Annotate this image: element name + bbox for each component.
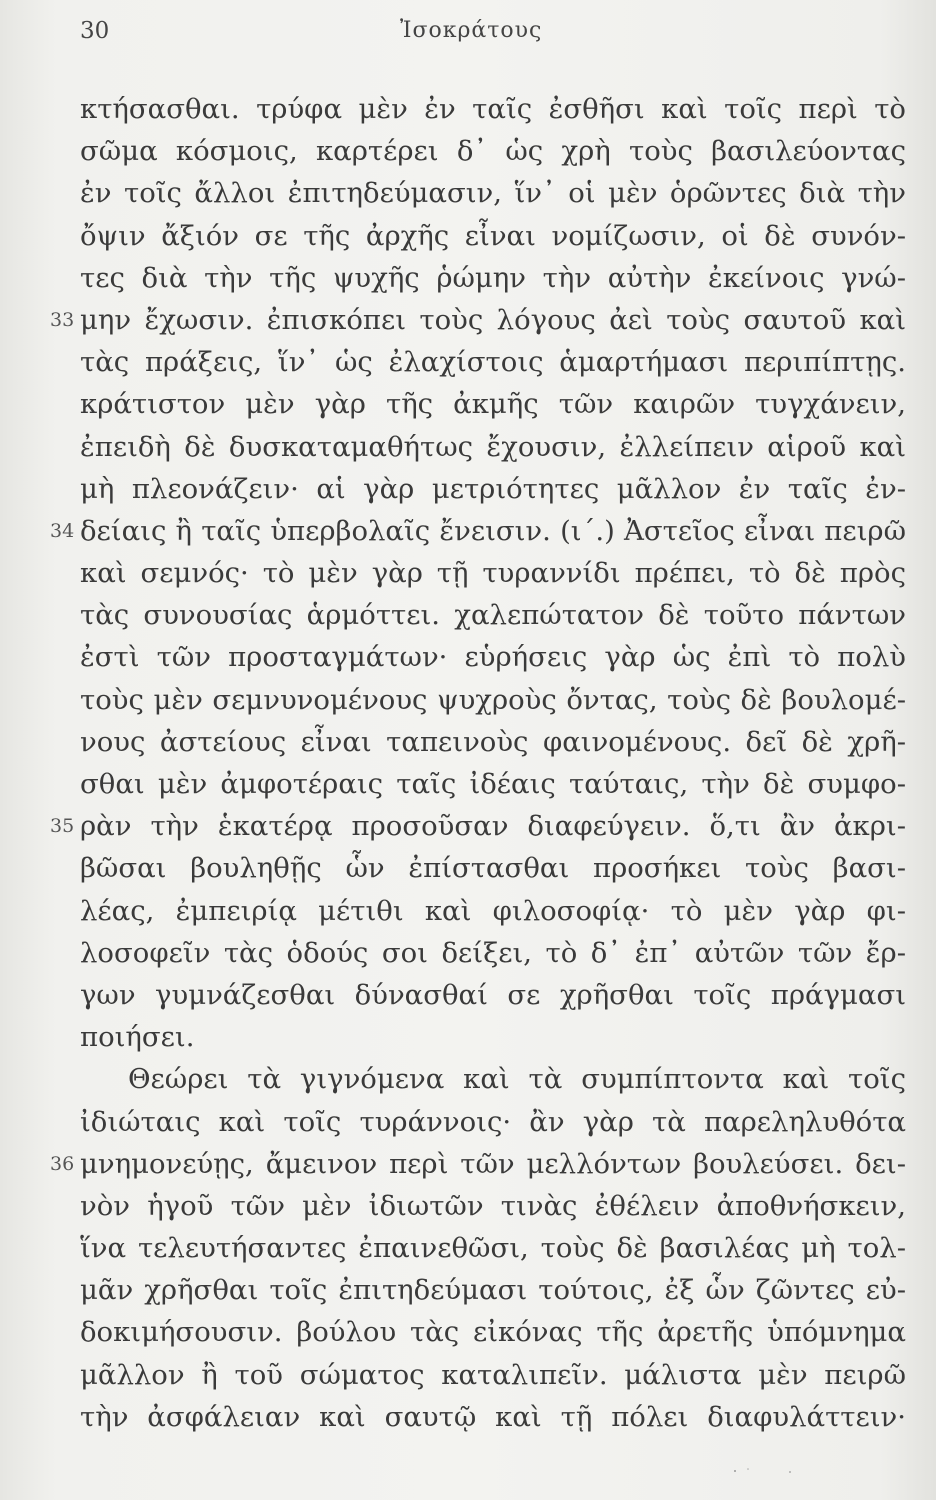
line-text: μὴ πλεονάζειν· αἱ γὰρ μετριότητες μᾶλλον ἐν ταῖς ἐν-	[80, 472, 906, 505]
text-line	[80, 1354, 906, 1396]
text-line	[80, 932, 906, 974]
line-text: μᾶλλον ἢ τοῦ σώματος καταλιπεῖν. μάλιστα μὲν πειρῶ	[80, 1358, 906, 1391]
line-text: ἐν τοῖς ἄλλοι ἐπιτηδεύμασιν, ἵν᾽ οἱ μὲν ὁρῶντες διὰ τὴν	[80, 177, 906, 210]
line-text: λοσοφεῖν τὰς ὁδούς σοι δείξει, τὸ δ᾽ ἐπ᾽ αὐτῶν τῶν ἔρ-	[80, 936, 906, 969]
line-text: ρὰν τὴν ἑκατέρᾳ προσοῦσαν διαφεύγειν. ὅ,τι ἂν ἀκρι-	[80, 810, 906, 843]
line-text: σῶμα κόσμοις, καρτέρει δ᾽ ὡς χρὴ τοὺς βασιλεύοντας	[80, 135, 906, 168]
text-line	[80, 172, 906, 214]
line-text: τες διὰ τὴν τῆς ψυχῆς ῥώμην τὴν αὐτὴν ἐκείνοις γνώ-	[80, 261, 906, 294]
text-line	[80, 1016, 906, 1058]
line-text: κτήσασθαι. τρύφα μὲν ἐν ταῖς ἐσθῆσι καὶ τοῖς περὶ τὸ	[80, 93, 906, 125]
line-text: μνημονεύῃς, ἄμεινον περὶ τῶν μελλόντων βουλεύσει. δει-	[80, 1147, 906, 1180]
page-header	[0, 14, 936, 48]
line-text: μην ἔχωσιν. ἐπισκόπει τοὺς λόγους ἀεὶ τοὺς σαυτοῦ καὶ	[80, 303, 906, 336]
line-text: ἵνα τελευτήσαντες ἐπαινεθῶσι, τοὺς δὲ βασιλέας μὴ τολ-	[80, 1232, 906, 1265]
running-title: Ἰσοκράτους	[400, 18, 543, 43]
line-text: ὄψιν ἄξιόν σε τῆς ἀρχῆς εἶναι νομίζωσιν, οἱ δὲ συνόν-	[80, 219, 906, 252]
text-line	[80, 847, 906, 889]
line-text: λέας, ἐμπειρίᾳ μέτιθι καὶ φιλοσοφίᾳ· τὸ μὲν γὰρ φι-	[80, 894, 906, 927]
line-text: τὰς πράξεις, ἵν᾽ ὡς ἐλαχίστοις ἁμαρτήμασι περιπίπτῃς.	[80, 346, 906, 379]
text-line	[80, 468, 906, 510]
text-line	[80, 130, 906, 172]
paper-specks	[730, 1466, 810, 1476]
line-text: τὴν ἀσφάλειαν καὶ σαυτῷ καὶ τῇ πόλει διαφυλάττειν·	[80, 1400, 906, 1433]
line-text: Θεώρει τὰ γιγνόμενα καὶ τὰ συμπίπτοντα καὶ τοῖς	[128, 1063, 906, 1096]
text-line	[80, 974, 906, 1016]
text-line	[80, 257, 906, 299]
line-text: βῶσαι βουληθῇς ὧν ἐπίστασθαι προσήκει τοὺς βασι-	[80, 852, 906, 885]
line-text: τὰς συνουσίας ἁρμόττει. χαλεπώτατον δὲ τοῦτο πάντων	[80, 599, 906, 632]
text-line	[50, 805, 906, 847]
text-line	[80, 594, 906, 636]
text-line	[80, 1227, 906, 1269]
text-line	[50, 1143, 906, 1185]
text-line	[80, 1311, 906, 1353]
text-line	[80, 383, 906, 425]
line-text: γων γυμνάζεσθαι δύνασθαί σε χρῆσθαι τοῖς πράγμασι	[80, 978, 906, 1011]
text-line	[50, 510, 906, 552]
section-number: 33	[50, 308, 75, 331]
text-line	[80, 341, 906, 383]
text-line	[80, 1396, 906, 1438]
text-line	[80, 1185, 906, 1227]
text-line	[80, 426, 906, 468]
page-number: 30	[80, 18, 110, 44]
line-text: δοκιμήσουσιν. βούλου τὰς εἰκόνας τῆς ἀρετῆς ὑπόμνημα	[80, 1316, 906, 1349]
line-text: δείαις ἢ ταῖς ὑπερβολαῖς ἔνεισιν. (ι΄.) Ἀστεῖος εἶναι πειρῶ	[80, 514, 906, 547]
line-text: ἐπειδὴ δὲ δυσκαταμαθήτως ἔχουσιν, ἐλλείπειν αἱροῦ καὶ	[80, 430, 906, 463]
line-text: ποιήσει.	[80, 1021, 195, 1054]
section-number: 34	[50, 519, 75, 542]
text-line	[80, 1269, 906, 1311]
section-number: 35	[50, 815, 75, 838]
text-line	[80, 1101, 906, 1143]
text-line	[80, 88, 906, 130]
text-line	[80, 552, 906, 594]
text-line	[80, 1058, 906, 1100]
line-text: τοὺς μὲν σεμνυνομένους ψυχροὺς ὄντας, τοὺς δὲ βουλομέ-	[80, 683, 906, 716]
text-line	[80, 215, 906, 257]
body-text	[50, 88, 906, 1438]
text-line	[80, 679, 906, 721]
section-number: 36	[50, 1152, 75, 1175]
text-line	[80, 763, 906, 805]
line-text: καὶ σεμνός· τὸ μὲν γὰρ τῇ τυραννίδι πρέπει, τὸ δὲ πρὸς	[80, 557, 906, 590]
line-text: ἰδιώταις καὶ τοῖς τυράννοις· ἂν γὰρ τὰ παρεληλυθότα	[80, 1105, 906, 1138]
text-line	[50, 299, 906, 341]
line-text: σθαι μὲν ἀμφοτέραις ταῖς ἰδέαις ταύταις, τὴν δὲ συμφο-	[80, 768, 906, 800]
line-text: ἐστὶ τῶν προσταγμάτων· εὑρήσεις γὰρ ὡς ἐπὶ τὸ πολὺ	[80, 641, 906, 674]
text-line	[80, 636, 906, 678]
text-line	[80, 890, 906, 932]
line-text: νους ἀστείους εἶναι ταπεινοὺς φαινομένους. δεῖ δὲ χρῆ-	[80, 725, 906, 758]
line-text: νὸν ἡγοῦ τῶν μὲν ἰδιωτῶν τινὰς ἐθέλειν ἀποθνήσκειν,	[80, 1189, 906, 1222]
line-text: κράτιστον μὲν γὰρ τῆς ἀκμῆς τῶν καιρῶν τυγχάνειν,	[80, 388, 906, 421]
line-text: μᾶν χρῆσθαι τοῖς ἐπιτηδεύμασι τούτοις, ἐξ ὧν ζῶντες εὐ-	[80, 1274, 906, 1307]
text-line	[80, 721, 906, 763]
